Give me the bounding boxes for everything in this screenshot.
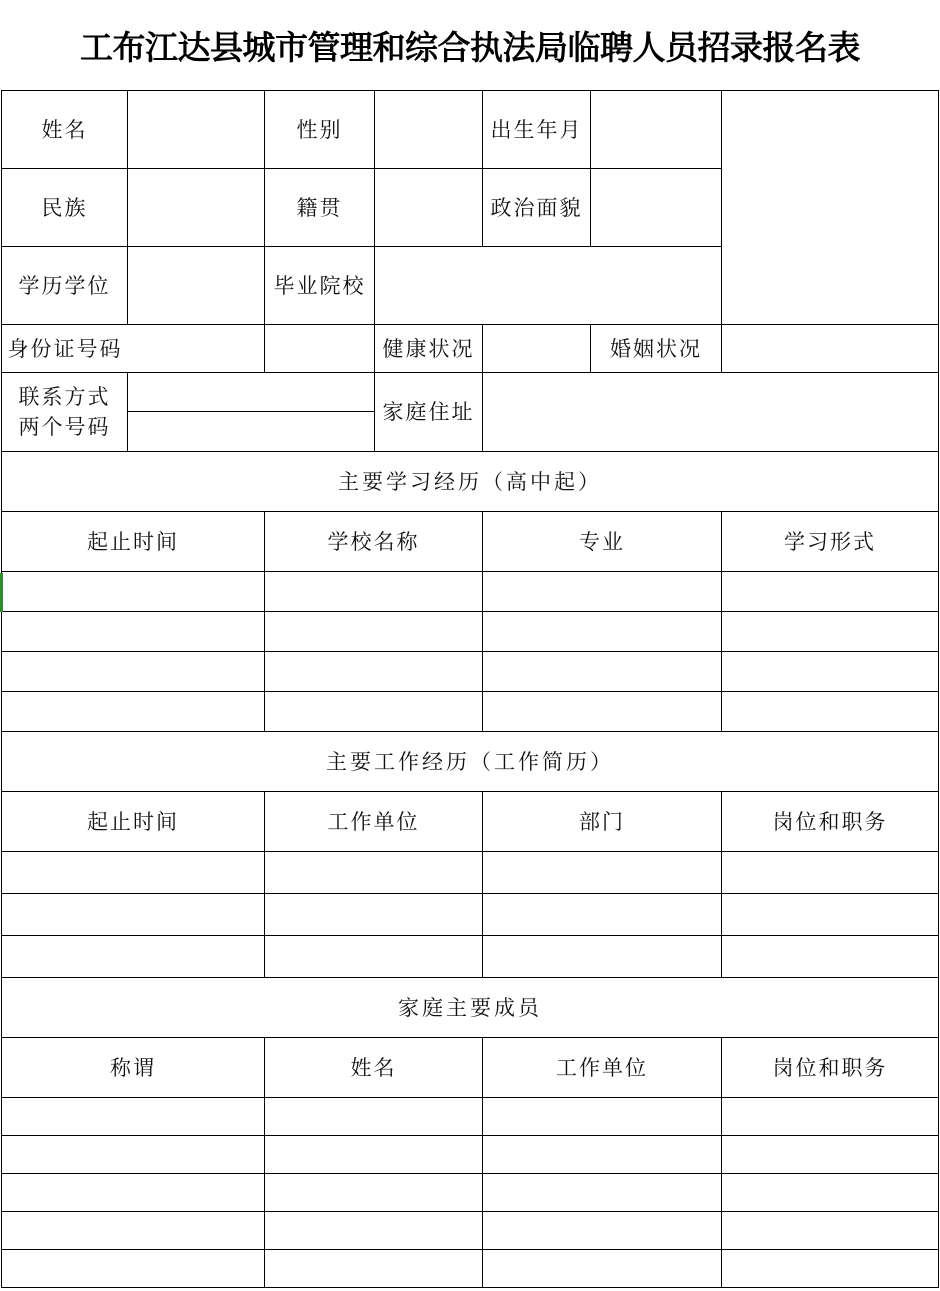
family-header-employer: 工作单位 bbox=[483, 1038, 722, 1098]
family-header-position: 岗位和职务 bbox=[722, 1038, 939, 1098]
study-cell[interactable] bbox=[2, 692, 265, 732]
work-cell[interactable] bbox=[722, 894, 939, 936]
family-cell[interactable] bbox=[483, 1212, 722, 1250]
family-cell[interactable] bbox=[483, 1098, 722, 1136]
study-cell[interactable] bbox=[483, 652, 722, 692]
family-row bbox=[2, 1136, 939, 1174]
study-cell[interactable] bbox=[722, 612, 939, 652]
study-header-school: 学校名称 bbox=[265, 512, 483, 572]
name-input-cell[interactable] bbox=[128, 91, 265, 169]
form-title: 工布江达县城市管理和综合执法局临聘人员招录报名表 bbox=[80, 27, 860, 67]
work-header-employer: 工作单位 bbox=[265, 792, 483, 852]
study-section-title: 主要学习经历（高中起） bbox=[2, 452, 939, 512]
study-cell[interactable] bbox=[2, 572, 265, 612]
study-header-major: 专业 bbox=[483, 512, 722, 572]
family-cell[interactable] bbox=[722, 1174, 939, 1212]
study-cell[interactable] bbox=[483, 572, 722, 612]
ethnicity-input-cell[interactable] bbox=[128, 169, 265, 247]
birth-label: 出生年月 bbox=[483, 91, 591, 169]
phone-input-2[interactable] bbox=[128, 412, 375, 452]
political-status-label: 政治面貌 bbox=[483, 169, 591, 247]
work-header-position: 岗位和职务 bbox=[722, 792, 939, 852]
work-cell[interactable] bbox=[2, 936, 265, 978]
study-row bbox=[2, 612, 939, 652]
study-cell[interactable] bbox=[265, 652, 483, 692]
work-cell[interactable] bbox=[265, 936, 483, 978]
contact-label-line2: 两个号码 bbox=[18, 415, 111, 439]
family-cell[interactable] bbox=[722, 1136, 939, 1174]
selected-cell-indicator bbox=[0, 573, 3, 612]
education-label: 学历学位 bbox=[2, 247, 128, 325]
study-cell[interactable] bbox=[265, 572, 483, 612]
family-row bbox=[2, 1098, 939, 1136]
id-number-label: 身份证号码 bbox=[7, 336, 123, 361]
work-cell[interactable] bbox=[265, 852, 483, 894]
study-row bbox=[2, 572, 939, 612]
ethnicity-label: 民族 bbox=[2, 169, 128, 247]
family-cell[interactable] bbox=[483, 1250, 722, 1288]
work-cell[interactable] bbox=[483, 894, 722, 936]
family-cell[interactable] bbox=[2, 1136, 265, 1174]
school-label: 毕业院校 bbox=[265, 247, 375, 325]
gender-label: 性别 bbox=[265, 91, 375, 169]
political-status-input-cell[interactable] bbox=[591, 169, 722, 247]
work-header-department: 部门 bbox=[483, 792, 722, 852]
education-input-cell[interactable] bbox=[128, 247, 265, 325]
family-cell[interactable] bbox=[2, 1212, 265, 1250]
work-cell[interactable] bbox=[722, 852, 939, 894]
marital-input-cell[interactable] bbox=[722, 325, 939, 373]
health-label: 健康状况 bbox=[375, 325, 483, 373]
family-header-name: 姓名 bbox=[265, 1038, 483, 1098]
study-header-period: 起止时间 bbox=[2, 512, 265, 572]
id-number-row-cell[interactable] bbox=[2, 325, 265, 373]
work-section-title: 主要工作经历（工作简历） bbox=[2, 732, 939, 792]
study-cell[interactable] bbox=[722, 692, 939, 732]
work-cell[interactable] bbox=[265, 894, 483, 936]
study-cell[interactable] bbox=[265, 612, 483, 652]
family-cell[interactable] bbox=[265, 1250, 483, 1288]
marital-label: 婚姻状况 bbox=[591, 325, 722, 373]
family-cell[interactable] bbox=[722, 1250, 939, 1288]
family-cell[interactable] bbox=[265, 1212, 483, 1250]
study-cell[interactable] bbox=[722, 572, 939, 612]
study-cell[interactable] bbox=[722, 652, 939, 692]
school-input-cell[interactable] bbox=[375, 247, 722, 325]
study-header-form: 学习形式 bbox=[722, 512, 939, 572]
contact-label bbox=[2, 373, 128, 452]
birth-input-cell[interactable] bbox=[591, 91, 722, 169]
study-row bbox=[2, 652, 939, 692]
family-header-relation: 称谓 bbox=[2, 1038, 265, 1098]
work-cell[interactable] bbox=[2, 852, 265, 894]
address-label: 家庭住址 bbox=[375, 373, 483, 452]
family-cell[interactable] bbox=[722, 1212, 939, 1250]
family-cell[interactable] bbox=[2, 1250, 265, 1288]
native-place-label: 籍贯 bbox=[265, 169, 375, 247]
work-row bbox=[2, 852, 939, 894]
family-cell[interactable] bbox=[722, 1098, 939, 1136]
phone-input-1[interactable] bbox=[128, 373, 375, 412]
family-cell[interactable] bbox=[483, 1174, 722, 1212]
id-number-input-cell[interactable] bbox=[265, 325, 375, 373]
study-cell[interactable] bbox=[2, 652, 265, 692]
address-input-cell[interactable] bbox=[483, 373, 939, 452]
family-cell[interactable] bbox=[265, 1174, 483, 1212]
health-input-cell[interactable] bbox=[483, 325, 591, 373]
registration-form-table bbox=[1, 90, 939, 1288]
work-cell[interactable] bbox=[483, 936, 722, 978]
native-place-input-cell[interactable] bbox=[375, 169, 483, 247]
work-row bbox=[2, 894, 939, 936]
family-cell[interactable] bbox=[483, 1136, 722, 1174]
work-cell[interactable] bbox=[483, 852, 722, 894]
family-cell[interactable] bbox=[2, 1174, 265, 1212]
work-row bbox=[2, 936, 939, 978]
work-header-period: 起止时间 bbox=[2, 792, 265, 852]
work-cell[interactable] bbox=[2, 894, 265, 936]
family-cell[interactable] bbox=[265, 1098, 483, 1136]
study-row bbox=[2, 692, 939, 732]
gender-input-cell[interactable] bbox=[375, 91, 483, 169]
study-cell[interactable] bbox=[483, 612, 722, 652]
family-row bbox=[2, 1250, 939, 1288]
family-section-title: 家庭主要成员 bbox=[2, 978, 939, 1038]
family-row bbox=[2, 1212, 939, 1250]
study-cell[interactable] bbox=[265, 692, 483, 732]
contact-label-line1: 联系方式 bbox=[18, 385, 111, 409]
family-cell[interactable] bbox=[265, 1136, 483, 1174]
work-cell[interactable] bbox=[722, 936, 939, 978]
study-cell[interactable] bbox=[2, 612, 265, 652]
family-row bbox=[2, 1174, 939, 1212]
family-cell[interactable] bbox=[2, 1098, 265, 1136]
photo-cell[interactable] bbox=[722, 91, 939, 325]
study-cell[interactable] bbox=[483, 692, 722, 732]
name-label: 姓名 bbox=[2, 91, 128, 169]
